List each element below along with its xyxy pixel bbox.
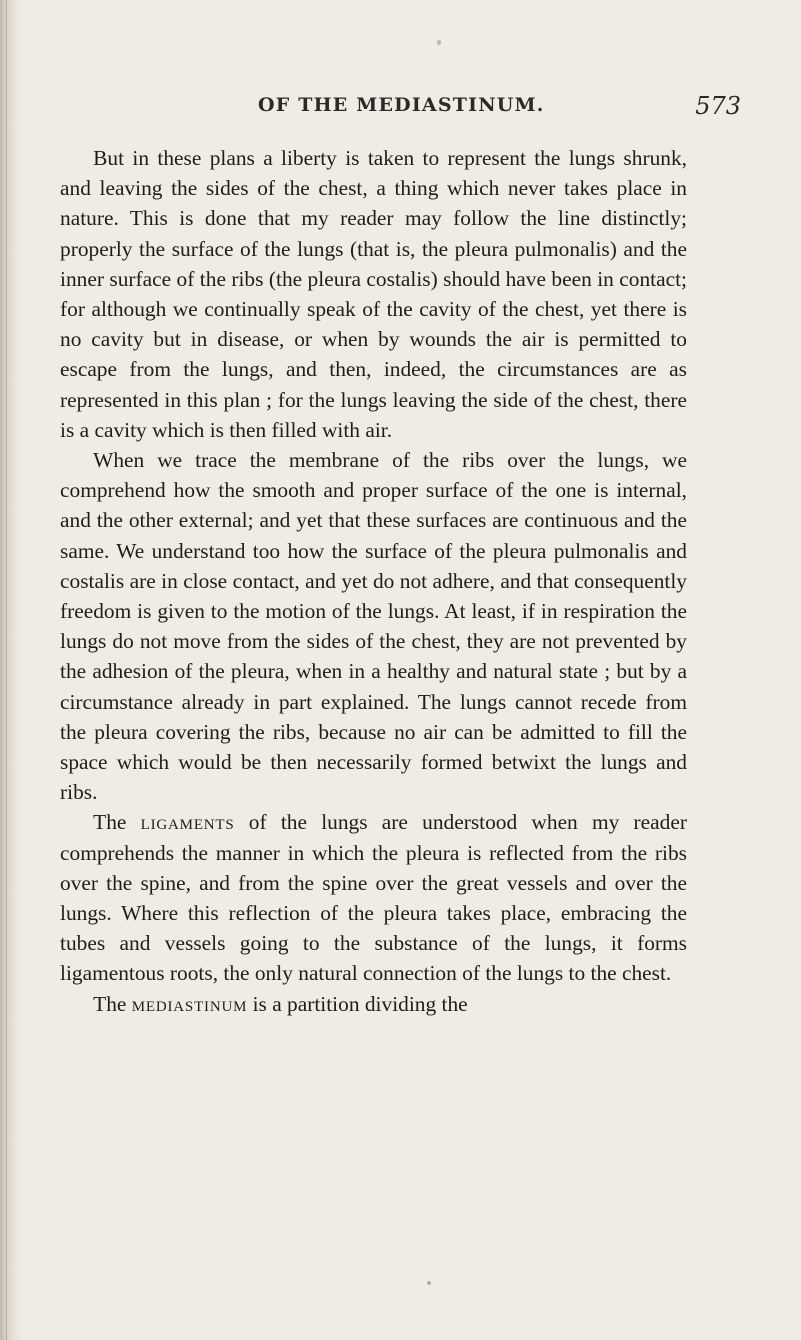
print-speck [437,40,441,45]
text-run: The [93,810,141,835]
header-title: OF THE MEDIASTINUM. [258,94,545,116]
text-run: But in these plans a liberty is taken to represent the lungs shrunk, and leaving the sides of the chest, a thing which never takes place in nature. This is done that my reader may follow the line distinctly; properly the surface of the lungs (that is, the pleura pulmonalis) and the inner surface of the ribs (the pleura costalis) should have been in contact; for although we continually speak of the cavity of the chest, yet there is no cavity but in disease, or when by wounds the air is permitted to escape from the lungs, and then, indeed, the circumstances are as represented in this plan ; for the lungs leaving the side of the chest, there is a cavity which is then filled with air. [60,146,687,442]
paragraph [60,445,687,807]
paragraph [60,143,687,445]
page-number: 573 [695,92,741,120]
text-run: of the lungs are understood when my reader comprehends the manner in which the pleura is reflected from the ribs over the spine, and from the spine over the great vessels and over the lungs. Where this reflection of the pleura takes place, embracing the tubes and vessels going to the substance of the lungs, it forms ligamentous roots, the only natural connection of the lungs to the chest. [60,810,687,986]
page-gutter [0,0,22,1340]
text-run: is a partition dividing the [247,991,468,1016]
binding-edge-line [6,0,7,1340]
paragraph [60,989,687,1019]
text-run: When we trace the membrane of the ribs over the lungs, we comprehend how the smooth and proper surface of the one is internal, and the other external; and yet that these surfaces are continuous and the same. We understand too how the surface of the pleura pulmonalis and costalis are in close contact, and yet do not adhere, and that consequently freedom is given to the motion of the lungs. At least, if in respiration the lungs do not move from the sides of the chest, they are not prevented by the adhesion of the pleura, when in a healthy and natural state ; but by a circumstance already in part explained. The lungs cannot recede from the pleura covering the ribs, because no air can be admitted to fill the space which would be then necessarily formed betwixt the lungs and ribs. [60,448,687,805]
text-run: The [93,991,132,1016]
term-ligaments: ligaments [140,810,235,835]
paragraph [60,807,687,988]
term-mediastinum: mediastinum [131,991,248,1016]
running-header [258,94,741,130]
print-speck [427,1281,431,1285]
body-text [60,143,687,1019]
